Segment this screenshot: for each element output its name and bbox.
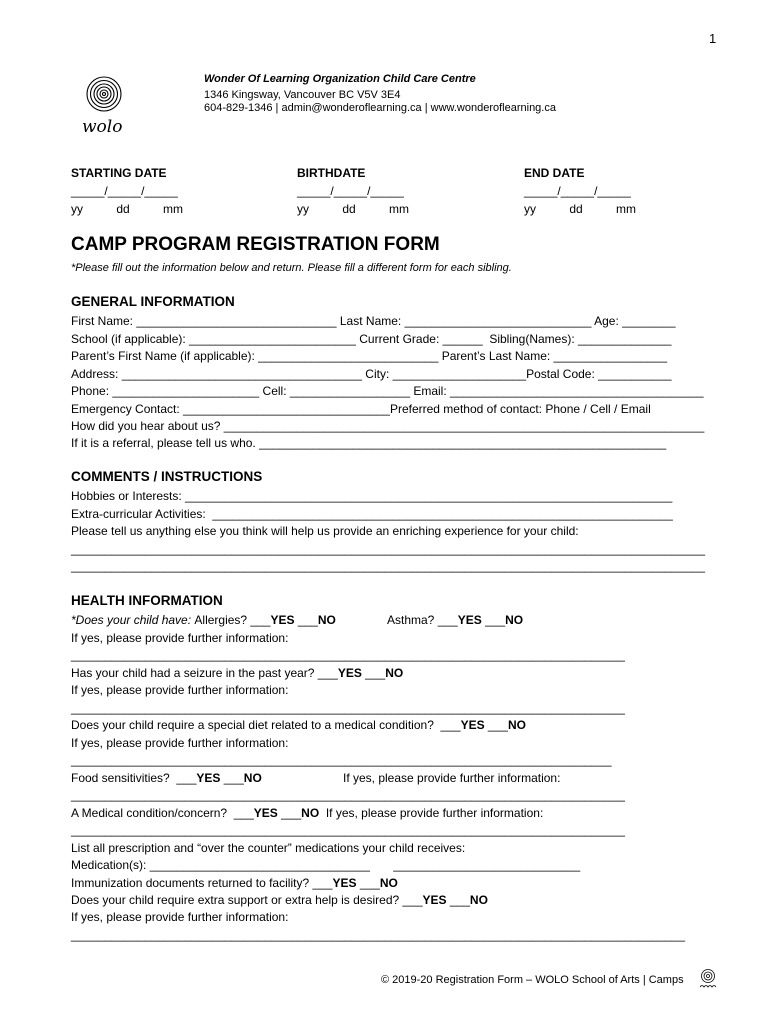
food-question[interactable]: Food sensitivities? ___YES ___NO: [71, 771, 262, 785]
diet-further: If yes, please provide further information:: [71, 736, 289, 750]
allergies-blank[interactable]: ___________________________________________________________________________________: [71, 648, 625, 662]
medications-prompt: List all prescription and “over the counter” medications your child receives:: [71, 841, 466, 855]
medical-question[interactable]: A Medical condition/concern? ___YES ___NO If yes, please provide further information:: [71, 806, 544, 820]
comments-blank-2[interactable]: _______________________________________________________________________________________________: [71, 559, 706, 573]
general-line-phone[interactable]: Phone: ______________________ Cell: __________________ Email: ______________________________________: [71, 384, 704, 398]
general-line-referral[interactable]: If it is a referral, please tell us who. _____________________________________________________________: [71, 436, 667, 450]
allergies-question[interactable]: *Does your child have: Allergies? ___YES ___NO: [71, 613, 336, 627]
seizure-question[interactable]: Has your child had a seizure in the past year? ___YES ___NO: [71, 666, 404, 680]
comments-blank-1[interactable]: _______________________________________________________________________________________________: [71, 542, 706, 556]
org-address: 1346 Kingsway, Vancouver BC V5V 3E4: [204, 89, 401, 101]
support-blank[interactable]: ____________________________________________________________________________________________: [71, 928, 685, 942]
logo-text: wolo: [82, 117, 123, 137]
birthdate-parts: yy dd mm: [297, 202, 410, 216]
medications-field[interactable]: Medication(s): _________________________________ ____________________________: [71, 858, 581, 872]
diet-question[interactable]: Does your child require a special diet related to a medical condition? ___YES ___NO: [71, 718, 526, 732]
footer-text: © 2019-20 Registration Form – WOLO School of Arts | Camps: [381, 974, 684, 986]
starting-date-parts: yy dd mm: [71, 202, 184, 216]
starting-date-field[interactable]: _____/_____/_____: [71, 184, 178, 198]
general-line-emergency[interactable]: Emergency Contact: _______________________________Preferred method of contact: Phone / Cell / Email: [71, 402, 651, 416]
general-line-school[interactable]: School (if applicable): _________________________ Current Grade: ______ Sibling(Names): ______________: [71, 332, 672, 346]
org-name: Wonder Of Learning Organization Child Care Centre: [204, 73, 476, 85]
comments-line-activities[interactable]: Extra-curricular Activities: _____________________________________________________________________: [71, 507, 673, 521]
comments-line-prompt: Please tell us anything else you think will help us provide an enriching experience for your child:: [71, 524, 579, 538]
seizure-blank[interactable]: ___________________________________________________________________________________: [71, 701, 625, 715]
medical-blank[interactable]: ___________________________________________________________________________________: [71, 823, 625, 837]
support-further: If yes, please provide further information:: [71, 910, 289, 924]
end-date-field[interactable]: _____/_____/_____: [524, 184, 631, 198]
food-blank[interactable]: ___________________________________________________________________________________: [71, 788, 625, 802]
support-question[interactable]: Does your child require extra support or extra help is desired? ___YES ___NO: [71, 893, 488, 907]
general-line-heard[interactable]: How did you hear about us? ________________________________________________________________________: [71, 419, 705, 433]
end-date-label: END DATE: [524, 166, 585, 180]
immunization-question[interactable]: Immunization documents returned to facility? ___YES ___NO: [71, 876, 398, 890]
form-subtitle: *Please fill out the information below and return. Please fill a different form for each sibling.: [71, 262, 512, 274]
allergies-further: If yes, please provide further information:: [71, 631, 289, 645]
comments-heading: COMMENTS / INSTRUCTIONS: [71, 469, 263, 484]
diet-blank[interactable]: _________________________________________________________________________________: [71, 753, 612, 767]
general-line-parent[interactable]: Parent’s First Name (if applicable): ___________________________ Parent’s Last Name: _________________: [71, 349, 667, 363]
general-line-address[interactable]: Address: ____________________________________ City: ____________________Postal Code: ___________: [71, 367, 672, 381]
org-contact: 604-829-1346 | admin@wonderoflearning.ca | www.wonderoflearning.ca: [204, 102, 556, 114]
end-date-parts: yy dd mm: [524, 202, 637, 216]
general-line-name[interactable]: First Name: ______________________________ Last Name: ____________________________ Age: ________: [71, 314, 676, 328]
birthdate-label: BIRTHDATE: [297, 166, 366, 180]
seizure-further: If yes, please provide further information:: [71, 683, 289, 697]
page-number: 1: [709, 31, 717, 46]
health-heading: HEALTH INFORMATION: [71, 593, 223, 608]
form-title: CAMP PROGRAM REGISTRATION FORM: [71, 234, 440, 255]
general-heading: GENERAL INFORMATION: [71, 294, 235, 309]
comments-line-hobbies[interactable]: Hobbies or Interests: _________________________________________________________________________: [71, 489, 673, 503]
starting-date-label: STARTING DATE: [71, 166, 167, 180]
food-further: If yes, please provide further information:: [343, 771, 561, 785]
birthdate-field[interactable]: _____/_____/_____: [297, 184, 404, 198]
wolo-logo: [80, 72, 142, 138]
asthma-question[interactable]: Asthma? ___YES ___NO: [387, 613, 524, 627]
footer-logo-icon: [698, 968, 718, 990]
